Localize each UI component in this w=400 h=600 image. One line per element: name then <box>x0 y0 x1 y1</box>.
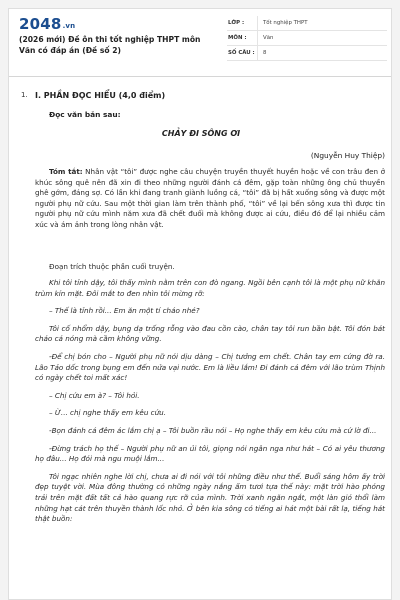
meta-value: Tốt nghiệp THPT <box>257 16 387 30</box>
story-title: CHẢY ĐI SÔNG ƠI <box>161 129 241 138</box>
excerpt-paragraph: -Để chị bón cho – Người phụ nữ nói dịu dàng – Chị tưởng em chết. Chân tay em cứng đờ ra. Lão Tảo dốc trong bụng em đến nửa vại nước. Em là liều lắm! Đi đánh cá đêm với lão trùm Thịnh có ngày chết toi mất xác! <box>35 351 385 383</box>
excerpt-paragraph: Khi tôi tỉnh dậy, tôi thấy mình nằm trên con đò ngang. Ngồi bên cạnh tôi là một phụ nữ khăn trùm kín mặt. Đôi mắt to đen nhìn tôi mừng rỡ: <box>35 278 385 298</box>
exam-meta-table <box>227 16 387 61</box>
excerpt-paragraph: -Đừng trách họ thế – Người phụ nữ an ủi tôi, giọng nói ngân nga như hát – Có ai yêu thương họ đâu... Họ đói mà ngu muội lắm... <box>35 443 385 464</box>
excerpt-paragraph: -Bọn đánh cá đêm ác lắm chị ạ – Tôi buồn rầu nói – Họ nghe thấy em kêu cứu mà cứ lờ đi... <box>49 425 377 435</box>
excerpt-paragraph: Tôi cố nhổm dậy, bụng dạ trống rỗng vào đau cồn cào, chân tay tôi run bần bật. Tôi đón bát cháo cá nóng mà cầm không vững. <box>35 323 385 344</box>
excerpt-text <box>35 278 385 532</box>
meta-value: 8 <box>257 46 387 60</box>
meta-value: Văn <box>257 31 387 45</box>
meta-row-class <box>227 16 387 31</box>
meta-label: LỚP : <box>228 20 245 26</box>
excerpt-paragraph: – Thế là tỉnh rồi... Em ăn một tí cháo nhé? <box>49 306 200 316</box>
excerpt-paragraph: – Ừ... chị nghe thấy em kêu cứu. <box>49 408 167 418</box>
story-summary <box>35 167 385 231</box>
question-number: 1. <box>21 91 28 99</box>
site-logo[interactable]: 2048.vn <box>19 15 76 33</box>
summary-text: Nhân vật “tôi” được nghe câu chuyện truyền thuyết huyền hoặc về con trâu đen ở khúc sông quê nên đã xin đi theo những người đánh cá đêm, gặp toàn những ông chủ thuyền ghê gớm, đáng sợ. Có lần khi đang tranh giành luồng cá, “tôi” đã bị hất xuống sông và được một người phụ nữ cứu. Sau một thời gian làm trên thành phố, “tôi” về lại bến sông xưa thì được tin người phụ nữ cứu mình năm xưa đã chết đuối mà không được ai cứu, điều đó để lại nhiều cảm xúc và ám ảnh trong lòng nhân vật. <box>35 167 385 229</box>
summary-label: Tóm tắt: <box>49 167 83 176</box>
meta-label: SỐ CÂU : <box>228 50 255 56</box>
meta-row-question-count <box>227 46 387 61</box>
header-divider <box>9 76 392 77</box>
meta-row-subject <box>227 31 387 46</box>
read-instruction: Đọc văn bản sau: <box>49 110 121 119</box>
excerpt-intro: Đoạn trích thuộc phần cuối truyện. <box>49 262 175 271</box>
excerpt-paragraph: – Chị cứu em à? – Tôi hỏi. <box>49 390 140 400</box>
story-author: (Nguyễn Huy Thiệp) <box>310 151 385 160</box>
exam-title: (2026 mới) Đề ôn thi tốt nghiệp THPT môn Văn có đáp án (Đề số 2) <box>19 35 201 55</box>
meta-label: MÔN : <box>228 35 247 41</box>
section-title: I. PHẦN ĐỌC HIỂU (4,0 điểm) <box>35 91 166 100</box>
document-page <box>8 8 392 600</box>
document-header <box>9 9 392 73</box>
excerpt-paragraph: Tôi ngạc nhiên nghe lời chị, chưa ai đi nói với tôi những điều như thế. Buổi sáng hôm ấy trời đẹp tuyệt vời. Mùa đông thường có những ngày nắng ấm tươi tựa thế này: mặt trời hào phóng trải trên mặt đất tất cả hào quang rực rỡ của mình. Trời xanh ngăn ngắt, một làn gió thổi làm những hạt cát trên thuyền thành lốc nhỏ. Ở bên kia sông có tiếng ai hát một bài rất lạ, tiếng hát thật buồn: <box>35 471 385 524</box>
